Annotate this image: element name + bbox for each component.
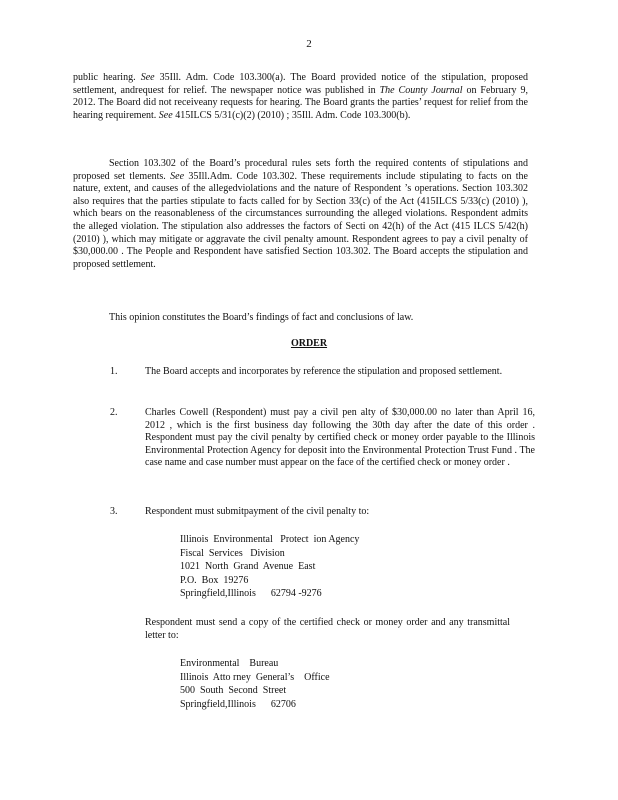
item-number: 1. <box>110 366 118 377</box>
address-line: P.O. Box 19276 <box>180 574 249 586</box>
address-line: 1021 North Grand Avenue East <box>180 561 316 573</box>
item-text: Charles Cowell (Respondent) must pay a civil pen alty of $30,000.00 no later than April 16, 2012 , which is the first business day following the 30th day after the date of this order . Respondent must pay the civil penalty by certified check or money order payable to the Illinois Environmental Protection Agency for deposit into the Environmental Protection Trust Fund . The case name and case number must appear on the face of the certified check or money order . <box>145 407 535 469</box>
attorney-general-address <box>180 657 330 711</box>
address-line: Environmental Bureau <box>180 658 279 669</box>
paragraph-section-103-302: Section 103.302 of the Board’s procedural rules sets forth the required contents of stipulations and proposed set tlements. See 35Ill.Adm. Code 103.302. These requirements include stipulating to facts on the nature, extent, and causes of the allegedviolations and the nature of Respondent ’s operations. Section 103.302 also requires that the parties stipulate to facts called for by Section 33(c) of the Act (415ILCS 5/33(c) (2010) ), which bears on the reasonableness of the circumstances surrounding the alleged violations. Respondent admits the alleged violation. The stipulation also addresses the factors of Secti on 42(h) of the Act (415 ILCS 5/42(h) (2010) ), which may mitigate or aggravate the civil penalty amount. Respondent agrees to pay a civil penalty of $30,000.00 . The People and Respondent have satisfied Section 103.302. The Board accepts the stipulation and proposed settlement. <box>73 158 528 270</box>
paragraph-findings: This opinion constitutes the Board’s findings of fact and conclusions of law. <box>109 312 414 323</box>
copy-instruction: Respondent must send a copy of the certified check or money order and any transmittal letter to: <box>145 617 510 641</box>
item-number: 2. <box>110 407 118 418</box>
order-item-1 <box>110 366 535 379</box>
address-line: Illinois Environmental Protect ion Agency <box>180 534 360 545</box>
address-line: Illinois Atto rney General’s Office <box>180 671 330 683</box>
address-line: Springfield,Illinois 62706 <box>180 698 296 710</box>
address-line: Fiscal Services Division <box>180 547 285 559</box>
item-text: The Board accepts and incorporates by reference the stipulation and proposed settlement. <box>145 366 503 377</box>
page-number: 2 <box>306 38 312 50</box>
paragraph-hearing: public hearing. See 35Ill. Adm. Code 103.300(a). The Board provided notice of the stipulation, proposed settlement, andrequest for relief. The newspaper notice was published in The County Journal on February 9, 2012. The Board did not receiveany requests for hearing. The Board grants the parties’ request for relief from the hearing requirement. See 415ILCS 5/31(c)(2) (2010) ; 35Ill. Adm. Code 103.300(b). <box>73 72 528 121</box>
order-item-2 <box>110 407 535 470</box>
item-number: 3. <box>110 506 118 517</box>
epa-address <box>180 533 359 601</box>
address-line: Springfield,Illinois 62794 -9276 <box>180 588 322 600</box>
order-heading: ORDER <box>290 338 328 349</box>
order-item-3 <box>110 506 535 519</box>
address-line: 500 South Second Street <box>180 685 287 697</box>
item-text: Respondent must submitpayment of the civil penalty to: <box>145 506 370 517</box>
